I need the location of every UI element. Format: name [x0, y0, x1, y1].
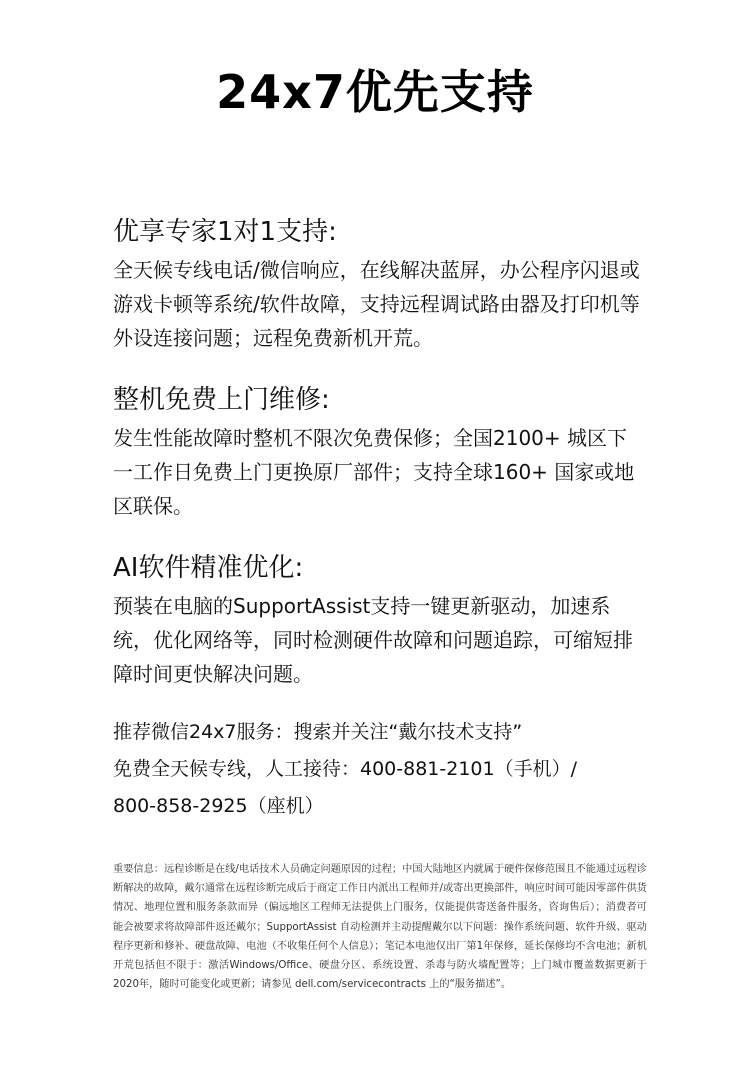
section-body: 全天候专线电话/微信响应，在线解决蓝屏，办公程序闪退或游戏卡顿等系统/软件故障，支持远程调试路由器及打印机等外设连接问题；远程免费新机开荒。: [113, 258, 640, 350]
section-ai-optimization: [113, 549, 643, 691]
section-body: 预装在电脑的SupportAssist支持一键更新驱动，加速系统，优化网络等，同时检测硬件故障和问题追踪，可缩短排障时间更快解决问题。: [113, 594, 633, 686]
contact-landline: 800-858-2925（座机）: [113, 795, 324, 817]
contact-wechat: 推荐微信24x7服务：搜索并关注“戴尔技术支持”: [113, 721, 523, 743]
contact-hotline: 免费全天候专线，人工接待：400-881-2101（手机）/: [113, 758, 577, 780]
section-expert-support: [113, 213, 643, 355]
section-heading: 优享专家1对1支持:: [113, 217, 337, 247]
page-title: 24x7优先支持: [216, 65, 534, 119]
important-notice: 重要信息：远程诊断是在线/电话技术人员确定问题原因的过程；中国大陆地区内就属于硬件保修范围且不能通过远程诊断解决的故障，戴尔通常在远程诊断完成后于商定工作日内派出工程师并/或寄出更换部件，响应时间可能因零部件供货情况、地理位置和服务条款而异（偏远地区工程师无法提供上门服务，仅能提供寄送备件服务，咨询售后）；消费者可能会被要求将故障部件返还戴尔；SupportAssist 自动检测并主动提醒戴尔以下问题：操作系统问题、软件升级、驱动程序更新和修补、硬盘故障、电池（不收集任何个人信息）；笔记本电池仅出厂第1年保修，延长保修均不含电池；新机开荒包括但不限于：激活Windows/Office、硬盘分区、系统设置、杀毒与防火墙配置等；上门城市覆盖数据更新于2020年，随时可能变化或更新；请参见 dell.com/servicecontracts 上的“服务描述”。: [113, 864, 647, 991]
section-onsite-repair: [113, 381, 643, 523]
contact-info: [113, 714, 653, 825]
section-heading: 整机免费上门维修:: [113, 385, 330, 415]
section-heading: AI软件精准优化:: [113, 553, 304, 583]
section-body: 发生性能故障时整机不限次免费保修；全国2100+ 城区下一工作日免费上门更换原厂部件；支持全球160+ 国家或地区联保。: [113, 426, 635, 518]
